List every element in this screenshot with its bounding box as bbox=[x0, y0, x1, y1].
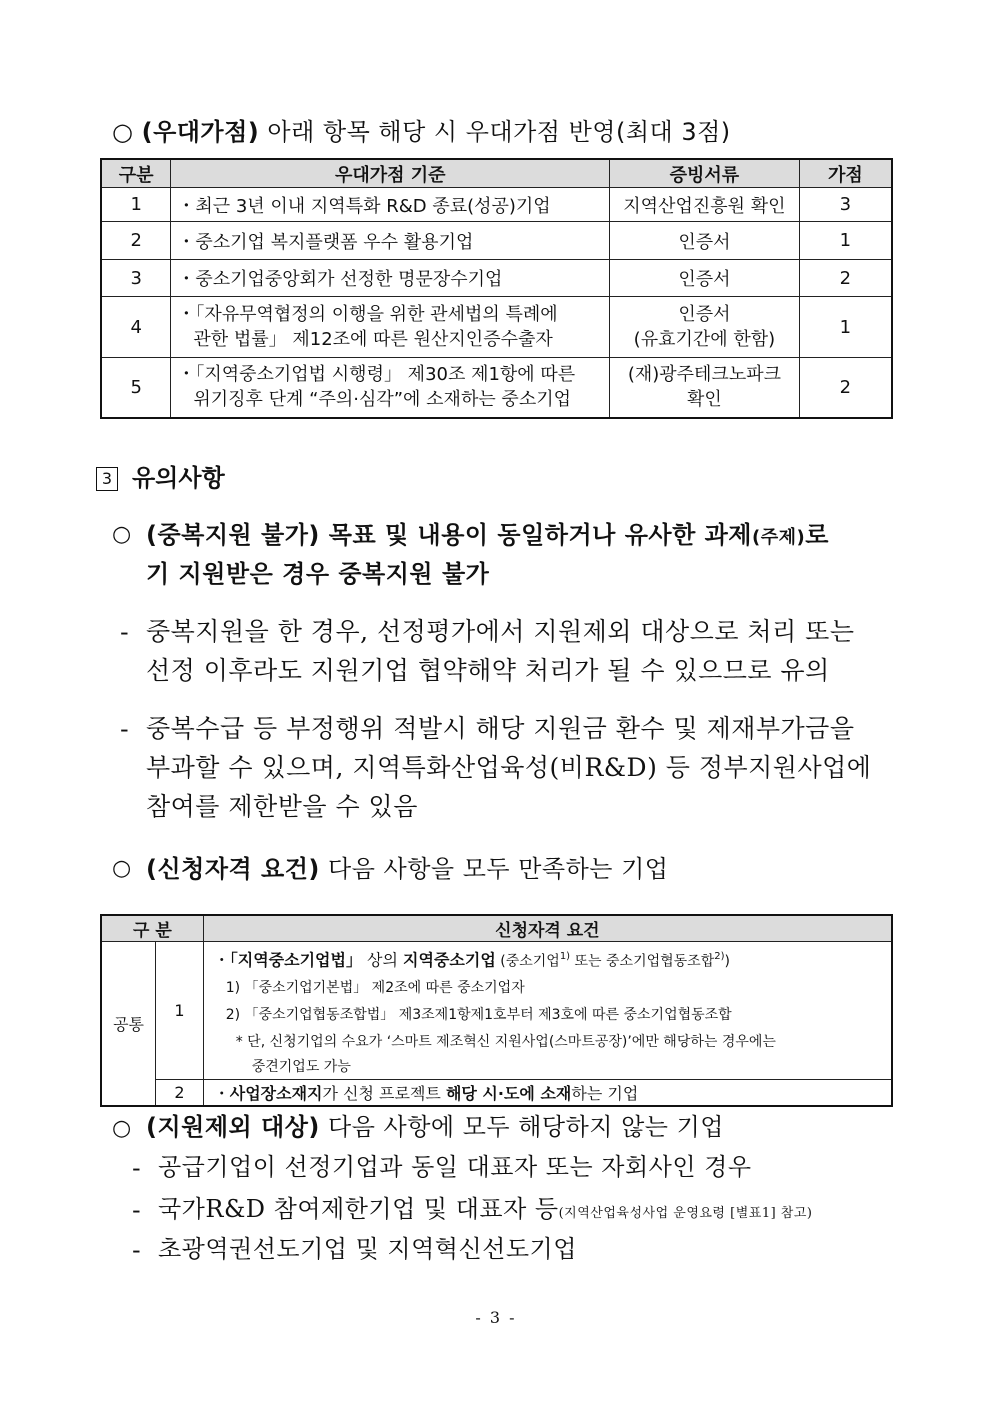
footnote-ref-2: 2) bbox=[714, 951, 725, 962]
table-row bbox=[101, 222, 892, 260]
bullet-circle: ○ bbox=[112, 856, 132, 881]
dash-bullet: - bbox=[132, 1154, 141, 1182]
paren-close: ) bbox=[724, 953, 730, 970]
criteria-line-2: 관한 법률」 제12조에 따른 원산지인증수출자 bbox=[193, 329, 553, 350]
table-row bbox=[101, 942, 892, 1080]
site-location: 사업장소재지 bbox=[229, 1084, 323, 1104]
row-criteria: ・중소기업중앙회가 선정한 명문장수기업 bbox=[171, 260, 610, 297]
col-header-criteria: 우대가점 기준 bbox=[171, 159, 610, 188]
row-points: 1 bbox=[799, 297, 892, 358]
law-name: 「지역중소기업법」 bbox=[229, 950, 362, 970]
duplicate-text: 목표 및 내용이 동일하거나 유사한 과제 bbox=[328, 521, 752, 549]
bonus-heading-text: 아래 항목 해당 시 우대가점 반영(최대 3점) bbox=[267, 118, 731, 146]
table-row bbox=[101, 358, 892, 418]
row-requirement bbox=[203, 942, 892, 1080]
paren-open: (중소기업 bbox=[495, 953, 560, 970]
duplicate-lead: (중복지원 불가) bbox=[146, 521, 320, 549]
criteria-line bbox=[177, 302, 603, 352]
col-header-category: 구 분 bbox=[101, 915, 203, 942]
section-number-box: 3 bbox=[96, 467, 118, 491]
eligibility-table bbox=[100, 914, 893, 1107]
duplicate-heading-line2: 기 지원받은 경우 중복지원 불가 bbox=[146, 560, 490, 588]
section-title: 유의사항 bbox=[132, 464, 225, 492]
row-no: 1 bbox=[156, 942, 204, 1080]
row-no: 4 bbox=[101, 297, 171, 358]
note-line-2: 중견기업도 가능 bbox=[251, 1059, 351, 1076]
col-header-requirement: 신청자격 요건 bbox=[203, 915, 892, 942]
table-header-row bbox=[101, 159, 892, 188]
note-line-1: * 단, 신청기업의 수요가 ‘스마트 제조혁신 지원사업(스마트공장)’에만 해당하는 경우에는 bbox=[235, 1034, 776, 1051]
eligibility-lead: (신청자격 요건) bbox=[146, 855, 320, 883]
eligibility-heading bbox=[146, 850, 668, 889]
table-header-row bbox=[101, 915, 892, 942]
criteria-line-1: ・「지역중소기업법 시행령」 제30조 제1항에 따른 bbox=[177, 364, 576, 386]
section-heading bbox=[96, 458, 225, 493]
table-row bbox=[101, 297, 892, 358]
region-located: 해당 시·도에 소재 bbox=[445, 1084, 572, 1104]
exclusion-item bbox=[158, 1190, 812, 1233]
row-points: 3 bbox=[799, 188, 892, 222]
exclusion-heading bbox=[146, 1108, 724, 1147]
bullet-circle: ○ bbox=[112, 118, 134, 146]
local-sme: 지역중소기업 bbox=[403, 950, 496, 970]
row-no: 1 bbox=[101, 188, 171, 222]
footnote-2: 2) 「중소기업협동조합법」 제3조제1항제1호부터 제3호에 따른 중소기업협동조합 bbox=[225, 1007, 732, 1024]
row-points: 2 bbox=[799, 260, 892, 297]
dash-bullet: - bbox=[132, 1196, 141, 1224]
duplicate-small: (주제) bbox=[752, 527, 806, 548]
row-no: 5 bbox=[101, 358, 171, 418]
row-requirement bbox=[203, 1080, 892, 1107]
exclusion-item: 공급기업이 선정기업과 동일 대표자 또는 자회사인 경우 bbox=[158, 1153, 752, 1181]
row-evidence: 지역산업진흥원 확인 bbox=[610, 188, 800, 222]
text-or: 또는 중소기업협동조합 bbox=[570, 953, 715, 970]
row-evidence bbox=[610, 297, 800, 358]
row-evidence: 인증서 bbox=[610, 222, 800, 260]
evidence-line-1: (재)광주테크노파크 bbox=[627, 364, 781, 386]
bonus-heading-lead: (우대가점) bbox=[141, 118, 260, 146]
criteria-line-1: ・「자유무역협정의 이행을 위한 관세법의 특례에 bbox=[177, 304, 558, 325]
dash-bullet: - bbox=[132, 1236, 141, 1264]
footnote-ref-1: 1) bbox=[559, 951, 571, 962]
row-points: 1 bbox=[799, 222, 892, 260]
col-header-evidence: 증빙서류 bbox=[610, 159, 800, 188]
row-criteria: ・최근 3년 이내 지역특화 R&D 종료(성공)기업 bbox=[171, 188, 610, 222]
row-no: 2 bbox=[156, 1080, 204, 1107]
bonus-points-table bbox=[100, 158, 893, 419]
exclusion-item-note: (지역산업육성사업 운영요령 [별표1] 참고) bbox=[558, 1206, 813, 1221]
text-mid: 가 신청 프로젝트 bbox=[322, 1084, 446, 1104]
bullet-circle: ○ bbox=[112, 522, 132, 547]
bullet-circle: ○ bbox=[112, 1116, 132, 1141]
exclusion-lead: (지원제외 대상) bbox=[146, 1113, 320, 1141]
exclusion-item: 초광역권선도기업 및 지역혁신선도기업 bbox=[158, 1235, 577, 1263]
evidence-line-2: (유효기간에 한함) bbox=[633, 329, 776, 350]
duplicate-tail: 로 bbox=[805, 521, 829, 549]
table-row bbox=[101, 188, 892, 222]
row-evidence bbox=[610, 358, 800, 418]
duplicate-heading-line1 bbox=[146, 516, 829, 557]
table-row bbox=[101, 260, 892, 297]
bullet-dot: ・ bbox=[213, 1084, 230, 1104]
row-no: 2 bbox=[101, 222, 171, 260]
text-tail: 하는 기업 bbox=[571, 1084, 639, 1104]
duplicate-item2-line2: 부과할 수 있으며, 지역특화산업육성(비R&D) 등 정부지원사업에 bbox=[146, 753, 872, 782]
criteria-line bbox=[177, 362, 603, 412]
row-criteria: ・중소기업 복지플랫폼 우수 활용기업 bbox=[171, 222, 610, 260]
requirement-main bbox=[214, 943, 890, 975]
page-number: - 3 - bbox=[475, 1308, 517, 1327]
col-header-points: 가점 bbox=[799, 159, 892, 188]
duplicate-item1-line2: 선정 이후라도 지원기업 협약해약 처리가 될 수 있으므로 유의 bbox=[146, 656, 830, 685]
evidence-line-1: 인증서 bbox=[678, 304, 731, 325]
dash-bullet: - bbox=[120, 618, 129, 646]
table-row bbox=[101, 1080, 892, 1107]
row-points: 2 bbox=[799, 358, 892, 418]
duplicate-item1-line1: 중복지원을 한 경우, 선정평가에서 지원제외 대상으로 처리 또는 bbox=[146, 617, 855, 646]
exclusion-text: 다음 사항에 모두 해당하지 않는 기업 bbox=[328, 1113, 724, 1141]
duplicate-item2-line1: 중복수급 등 부정행위 적발시 해당 지원금 환수 및 제재부가금을 bbox=[146, 714, 855, 743]
criteria-line-2: 위기징후 단계 “주의·심각”에 소재하는 중소기업 bbox=[193, 389, 571, 411]
bonus-heading bbox=[112, 112, 731, 147]
row-evidence: 인증서 bbox=[610, 260, 800, 297]
row-criteria bbox=[171, 358, 610, 418]
row-no: 3 bbox=[101, 260, 171, 297]
row-criteria bbox=[171, 297, 610, 358]
bullet-dot: ・ bbox=[213, 950, 230, 970]
text-mid: 상의 bbox=[361, 950, 404, 970]
dash-bullet: - bbox=[120, 715, 129, 743]
exclusion-item-text: 국가R&D 참여제한기업 및 대표자 등 bbox=[158, 1195, 559, 1223]
evidence-line-2: 확인 bbox=[687, 389, 722, 411]
col-header-no: 구분 bbox=[101, 159, 171, 188]
eligibility-text: 다음 사항을 모두 만족하는 기업 bbox=[328, 855, 669, 883]
duplicate-item2-line3: 참여를 제한받을 수 있음 bbox=[146, 792, 418, 821]
footnote-1: 1) 「중소기업기본법」 제2조에 따른 중소기업자 bbox=[225, 980, 525, 997]
group-cell: 공통 bbox=[101, 942, 156, 1107]
